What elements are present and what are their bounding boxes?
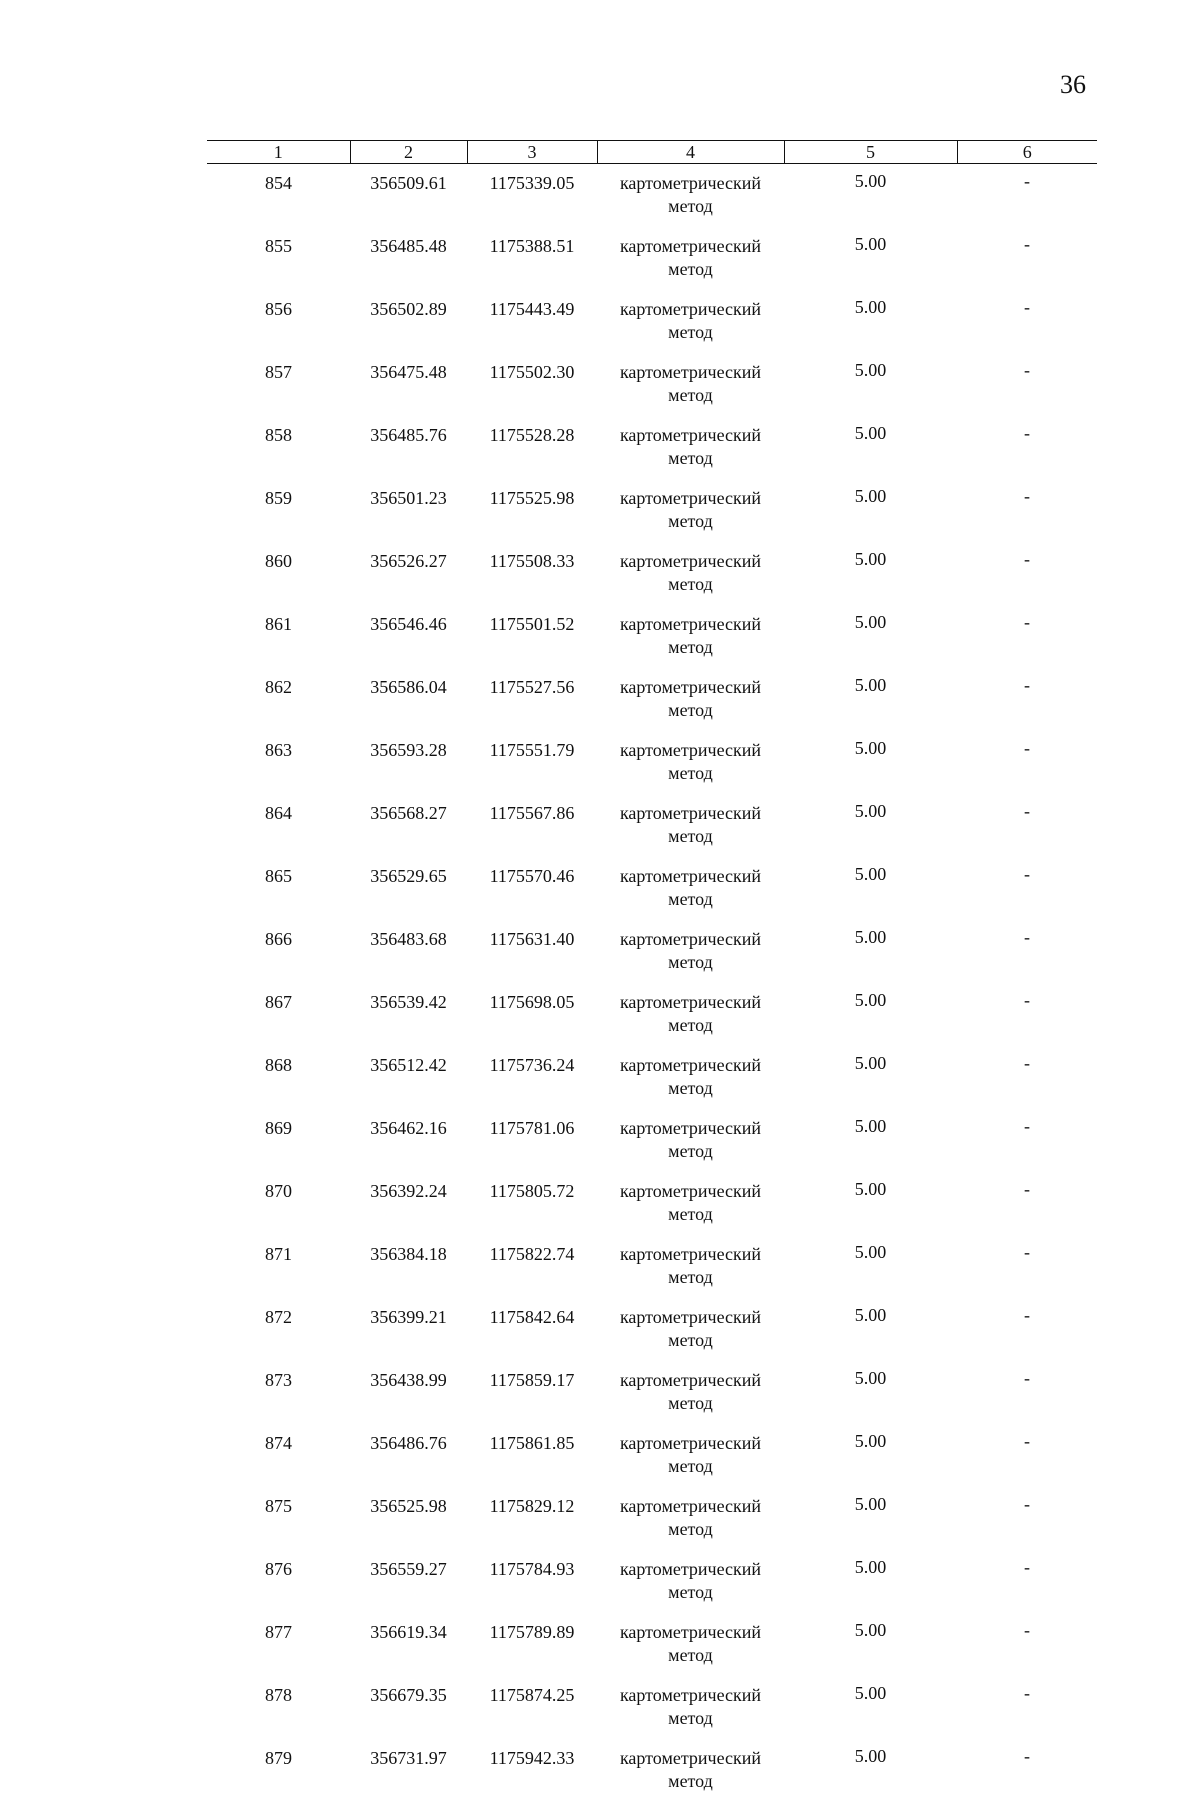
method-line-1: картометрический	[597, 1747, 784, 1770]
method-line-1: картометрический	[597, 802, 784, 825]
table-row	[207, 857, 1097, 920]
method-line-1: картометрический	[597, 865, 784, 888]
method-line-2: метод	[597, 699, 784, 722]
coordinate-x: 356529.65	[350, 857, 467, 920]
method-line-2: метод	[597, 1329, 784, 1352]
accuracy-value: 5.00	[784, 983, 957, 1046]
coordinate-x: 356619.34	[350, 1613, 467, 1676]
method-line-1: картометрический	[597, 1243, 784, 1266]
table-row	[207, 983, 1097, 1046]
method-line-1: картометрический	[597, 487, 784, 510]
coordinate-y: 1175736.24	[467, 1046, 597, 1109]
accuracy-value: 5.00	[784, 1235, 957, 1298]
note-value: -	[957, 290, 1097, 353]
method-cell	[597, 1172, 784, 1235]
column-header: 5	[784, 141, 957, 164]
accuracy-value: 5.00	[784, 1109, 957, 1172]
method-line-2: метод	[597, 384, 784, 407]
note-value: -	[957, 1172, 1097, 1235]
coordinate-y: 1175784.93	[467, 1550, 597, 1613]
accuracy-value: 5.00	[784, 920, 957, 983]
note-value: -	[957, 1046, 1097, 1109]
note-value: -	[957, 353, 1097, 416]
table-row	[207, 227, 1097, 290]
method-line-2: метод	[597, 1581, 784, 1604]
point-number: 855	[207, 227, 350, 290]
column-header: 1	[207, 141, 350, 164]
point-number: 857	[207, 353, 350, 416]
point-number: 873	[207, 1361, 350, 1424]
table-row	[207, 1424, 1097, 1487]
coordinate-x: 356485.76	[350, 416, 467, 479]
accuracy-value: 5.00	[784, 542, 957, 605]
method-cell	[597, 1676, 784, 1739]
method-line-1: картометрический	[597, 235, 784, 258]
table-row	[207, 416, 1097, 479]
coordinate-x: 356486.76	[350, 1424, 467, 1487]
method-line-2: метод	[597, 888, 784, 911]
point-number: 876	[207, 1550, 350, 1613]
accuracy-value: 5.00	[784, 164, 957, 228]
accuracy-value: 5.00	[784, 668, 957, 731]
method-cell	[597, 1550, 784, 1613]
method-line-2: метод	[597, 1077, 784, 1100]
accuracy-value: 5.00	[784, 353, 957, 416]
accuracy-value: 5.00	[784, 416, 957, 479]
method-cell	[597, 1109, 784, 1172]
note-value: -	[957, 1739, 1097, 1802]
point-number: 872	[207, 1298, 350, 1361]
method-cell	[597, 1298, 784, 1361]
note-value: -	[957, 1550, 1097, 1613]
method-line-1: картометрический	[597, 991, 784, 1014]
method-line-1: картометрический	[597, 1432, 784, 1455]
point-number: 877	[207, 1613, 350, 1676]
table-row	[207, 1739, 1097, 1802]
method-line-2: метод	[597, 1644, 784, 1667]
accuracy-value: 5.00	[784, 1298, 957, 1361]
point-number: 859	[207, 479, 350, 542]
method-cell	[597, 1235, 784, 1298]
method-cell	[597, 731, 784, 794]
column-header: 2	[350, 141, 467, 164]
coordinate-y: 1175501.52	[467, 605, 597, 668]
coordinate-x: 356384.18	[350, 1235, 467, 1298]
table-row	[207, 1613, 1097, 1676]
table-row	[207, 731, 1097, 794]
coordinate-x: 356485.48	[350, 227, 467, 290]
point-number: 870	[207, 1172, 350, 1235]
method-line-2: метод	[597, 258, 784, 281]
accuracy-value: 5.00	[784, 1172, 957, 1235]
method-cell	[597, 1487, 784, 1550]
method-cell	[597, 164, 784, 228]
coordinate-y: 1175822.74	[467, 1235, 597, 1298]
accuracy-value: 5.00	[784, 1676, 957, 1739]
point-number: 867	[207, 983, 350, 1046]
method-line-1: картометрический	[597, 739, 784, 762]
note-value: -	[957, 1487, 1097, 1550]
method-line-1: картометрический	[597, 1684, 784, 1707]
note-value: -	[957, 1361, 1097, 1424]
coordinate-x: 356512.42	[350, 1046, 467, 1109]
coordinate-x: 356586.04	[350, 668, 467, 731]
method-line-1: картометрический	[597, 1558, 784, 1581]
table-row	[207, 1487, 1097, 1550]
coordinate-x: 356475.48	[350, 353, 467, 416]
method-cell	[597, 605, 784, 668]
method-cell	[597, 983, 784, 1046]
table-row	[207, 479, 1097, 542]
note-value: -	[957, 416, 1097, 479]
coordinate-x: 356502.89	[350, 290, 467, 353]
point-number: 862	[207, 668, 350, 731]
coordinate-x: 356525.98	[350, 1487, 467, 1550]
coordinate-y: 1175842.64	[467, 1298, 597, 1361]
coordinate-x: 356509.61	[350, 164, 467, 228]
point-number: 860	[207, 542, 350, 605]
method-cell	[597, 920, 784, 983]
table-row	[207, 668, 1097, 731]
method-line-1: картометрический	[597, 1306, 784, 1329]
coordinate-x: 356438.99	[350, 1361, 467, 1424]
note-value: -	[957, 668, 1097, 731]
method-line-1: картометрический	[597, 928, 784, 951]
coordinate-y: 1175388.51	[467, 227, 597, 290]
coordinate-y: 1175567.86	[467, 794, 597, 857]
coordinate-x: 356731.97	[350, 1739, 467, 1802]
note-value: -	[957, 794, 1097, 857]
note-value: -	[957, 542, 1097, 605]
method-line-2: метод	[597, 825, 784, 848]
table-row	[207, 290, 1097, 353]
note-value: -	[957, 227, 1097, 290]
coordinate-y: 1175861.85	[467, 1424, 597, 1487]
table-row	[207, 605, 1097, 668]
point-number: 858	[207, 416, 350, 479]
method-line-1: картометрический	[597, 298, 784, 321]
method-line-2: метод	[597, 1203, 784, 1226]
coordinate-y: 1175859.17	[467, 1361, 597, 1424]
table-row	[207, 542, 1097, 605]
method-line-2: метод	[597, 1707, 784, 1730]
table-row	[207, 164, 1097, 228]
method-line-2: метод	[597, 321, 784, 344]
table-row	[207, 1550, 1097, 1613]
note-value: -	[957, 1676, 1097, 1739]
method-cell	[597, 479, 784, 542]
coordinate-y: 1175698.05	[467, 983, 597, 1046]
point-number: 854	[207, 164, 350, 228]
point-number: 871	[207, 1235, 350, 1298]
accuracy-value: 5.00	[784, 1361, 957, 1424]
header-row	[207, 141, 1097, 164]
accuracy-value: 5.00	[784, 227, 957, 290]
coordinate-y: 1175874.25	[467, 1676, 597, 1739]
coordinate-x: 356399.21	[350, 1298, 467, 1361]
method-cell	[597, 1361, 784, 1424]
note-value: -	[957, 1109, 1097, 1172]
table-row	[207, 794, 1097, 857]
method-line-2: метод	[597, 1770, 784, 1793]
accuracy-value: 5.00	[784, 605, 957, 668]
point-number: 861	[207, 605, 350, 668]
point-number: 865	[207, 857, 350, 920]
accuracy-value: 5.00	[784, 1046, 957, 1109]
table-row	[207, 1046, 1097, 1109]
method-line-2: метод	[597, 636, 784, 659]
coordinate-y: 1175443.49	[467, 290, 597, 353]
coordinate-y: 1175508.33	[467, 542, 597, 605]
method-cell	[597, 857, 784, 920]
table-row	[207, 1109, 1097, 1172]
coordinate-x: 356392.24	[350, 1172, 467, 1235]
coordinate-x: 356539.42	[350, 983, 467, 1046]
method-line-1: картометрический	[597, 613, 784, 636]
method-cell	[597, 668, 784, 731]
accuracy-value: 5.00	[784, 1424, 957, 1487]
method-line-2: метод	[597, 762, 784, 785]
column-header: 4	[597, 141, 784, 164]
coordinate-x: 356483.68	[350, 920, 467, 983]
coordinate-y: 1175502.30	[467, 353, 597, 416]
method-cell	[597, 1613, 784, 1676]
table-body	[207, 164, 1097, 1802]
method-cell	[597, 416, 784, 479]
coordinate-y: 1175570.46	[467, 857, 597, 920]
point-number: 864	[207, 794, 350, 857]
coordinate-y: 1175631.40	[467, 920, 597, 983]
accuracy-value: 5.00	[784, 1739, 957, 1802]
method-line-1: картометрический	[597, 424, 784, 447]
method-line-2: метод	[597, 1455, 784, 1478]
method-line-1: картометрический	[597, 1369, 784, 1392]
note-value: -	[957, 164, 1097, 228]
coordinate-x: 356546.46	[350, 605, 467, 668]
coordinate-y: 1175829.12	[467, 1487, 597, 1550]
method-cell	[597, 542, 784, 605]
point-number: 878	[207, 1676, 350, 1739]
method-line-2: метод	[597, 1140, 784, 1163]
point-number: 879	[207, 1739, 350, 1802]
coordinate-x: 356501.23	[350, 479, 467, 542]
accuracy-value: 5.00	[784, 479, 957, 542]
table-row	[207, 920, 1097, 983]
coordinate-x: 356568.27	[350, 794, 467, 857]
note-value: -	[957, 731, 1097, 794]
point-number: 874	[207, 1424, 350, 1487]
coordinate-x: 356679.35	[350, 1676, 467, 1739]
accuracy-value: 5.00	[784, 290, 957, 353]
column-header: 6	[957, 141, 1097, 164]
note-value: -	[957, 605, 1097, 668]
table-row	[207, 1361, 1097, 1424]
coordinate-y: 1175528.28	[467, 416, 597, 479]
method-cell	[597, 227, 784, 290]
method-line-1: картометрический	[597, 361, 784, 384]
method-cell	[597, 1739, 784, 1802]
table-row	[207, 353, 1097, 416]
point-number: 866	[207, 920, 350, 983]
table-row	[207, 1298, 1097, 1361]
method-line-2: метод	[597, 951, 784, 974]
accuracy-value: 5.00	[784, 1487, 957, 1550]
method-line-1: картометрический	[597, 1621, 784, 1644]
method-line-2: метод	[597, 573, 784, 596]
method-line-2: метод	[597, 1392, 784, 1415]
note-value: -	[957, 1298, 1097, 1361]
note-value: -	[957, 983, 1097, 1046]
coordinate-x: 356462.16	[350, 1109, 467, 1172]
table-row	[207, 1235, 1097, 1298]
coordinate-y: 1175781.06	[467, 1109, 597, 1172]
coordinate-y: 1175525.98	[467, 479, 597, 542]
accuracy-value: 5.00	[784, 1550, 957, 1613]
column-header: 3	[467, 141, 597, 164]
method-line-1: картометрический	[597, 550, 784, 573]
coordinate-x: 356526.27	[350, 542, 467, 605]
coordinate-y: 1175527.56	[467, 668, 597, 731]
point-number: 868	[207, 1046, 350, 1109]
point-number: 869	[207, 1109, 350, 1172]
note-value: -	[957, 1235, 1097, 1298]
coordinate-y: 1175789.89	[467, 1613, 597, 1676]
method-line-2: метод	[597, 1266, 784, 1289]
note-value: -	[957, 920, 1097, 983]
table-row	[207, 1676, 1097, 1739]
method-line-2: метод	[597, 1518, 784, 1541]
method-line-2: метод	[597, 510, 784, 533]
point-number: 863	[207, 731, 350, 794]
method-line-1: картометрический	[597, 1054, 784, 1077]
coordinate-y: 1175339.05	[467, 164, 597, 228]
method-cell	[597, 794, 784, 857]
method-cell	[597, 290, 784, 353]
method-line-1: картометрический	[597, 1495, 784, 1518]
coordinate-y: 1175942.33	[467, 1739, 597, 1802]
method-line-1: картометрический	[597, 1117, 784, 1140]
note-value: -	[957, 479, 1097, 542]
accuracy-value: 5.00	[784, 1613, 957, 1676]
table-row	[207, 1172, 1097, 1235]
method-line-1: картометрический	[597, 172, 784, 195]
accuracy-value: 5.00	[784, 857, 957, 920]
method-line-2: метод	[597, 447, 784, 470]
method-line-2: метод	[597, 195, 784, 218]
method-cell	[597, 1424, 784, 1487]
point-number: 875	[207, 1487, 350, 1550]
method-line-1: картометрический	[597, 1180, 784, 1203]
method-cell	[597, 353, 784, 416]
coordinate-x: 356559.27	[350, 1550, 467, 1613]
page-number: 36	[1060, 70, 1086, 100]
point-number: 856	[207, 290, 350, 353]
coordinate-y: 1175551.79	[467, 731, 597, 794]
accuracy-value: 5.00	[784, 794, 957, 857]
accuracy-value: 5.00	[784, 731, 957, 794]
coordinate-y: 1175805.72	[467, 1172, 597, 1235]
note-value: -	[957, 1424, 1097, 1487]
coordinate-x: 356593.28	[350, 731, 467, 794]
coordinates-table	[207, 140, 1097, 1802]
method-cell	[597, 1046, 784, 1109]
method-line-1: картометрический	[597, 676, 784, 699]
note-value: -	[957, 1613, 1097, 1676]
note-value: -	[957, 857, 1097, 920]
method-line-2: метод	[597, 1014, 784, 1037]
